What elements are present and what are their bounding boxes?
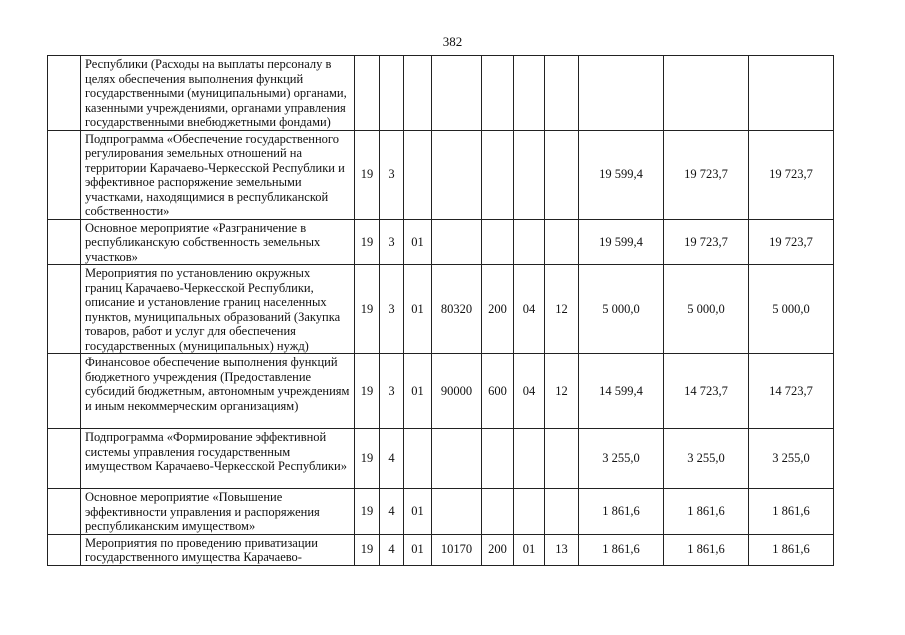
amount-cell: 1 861,6 — [664, 489, 749, 535]
code-cell: 80320 — [432, 265, 482, 354]
code-cell: 3 — [380, 130, 404, 219]
amount-cell: 5 000,0 — [749, 265, 834, 354]
amount-cell — [664, 56, 749, 131]
code-cell — [380, 56, 404, 131]
code-cell — [545, 219, 579, 265]
amount-cell: 5 000,0 — [579, 265, 664, 354]
code-cell: 01 — [404, 265, 432, 354]
code-cell — [482, 56, 514, 131]
row-name: Основное мероприятие «Повышение эффективности управления и распоряжения республиканским имуществом» — [81, 489, 355, 535]
row-name: Мероприятия по проведению приватизации государственного имущества Карачаево- — [81, 534, 355, 565]
budget-table — [47, 55, 834, 566]
code-cell — [514, 130, 545, 219]
table-row — [48, 265, 834, 354]
code-cell: 04 — [514, 265, 545, 354]
amount-cell: 1 861,6 — [579, 489, 664, 535]
number-cell — [48, 265, 81, 354]
amount-cell: 3 255,0 — [664, 429, 749, 489]
amount-cell: 14 723,7 — [749, 354, 834, 429]
row-name: Мероприятия по установлению окружных границ Карачаево-Черкесской Республики, описание и установление границ населенных пунктов, муниципальных образований (Закупка товаров, работ и услуг для обеспечения государственных (муниципальных) нужд) — [81, 265, 355, 354]
amount-cell: 19 599,4 — [579, 130, 664, 219]
amount-cell: 19 723,7 — [749, 130, 834, 219]
code-cell — [404, 130, 432, 219]
code-cell — [404, 56, 432, 131]
code-cell: 4 — [380, 489, 404, 535]
table-row — [48, 56, 834, 131]
amount-cell: 19 723,7 — [664, 219, 749, 265]
code-cell — [432, 429, 482, 489]
code-cell: 19 — [355, 354, 380, 429]
code-cell: 600 — [482, 354, 514, 429]
code-cell: 3 — [380, 354, 404, 429]
code-cell: 01 — [514, 534, 545, 565]
amount-cell: 3 255,0 — [579, 429, 664, 489]
code-cell — [432, 130, 482, 219]
code-cell: 19 — [355, 265, 380, 354]
table-row — [48, 219, 834, 265]
row-name: Подпрограмма «Формирование эффективной системы управления государственным имуществом Карачаево-Черкесской Республики» — [81, 429, 355, 489]
code-cell: 12 — [545, 354, 579, 429]
code-cell: 01 — [404, 219, 432, 265]
table-row — [48, 429, 834, 489]
code-cell — [482, 219, 514, 265]
amount-cell: 14 599,4 — [579, 354, 664, 429]
amount-cell: 5 000,0 — [664, 265, 749, 354]
code-cell: 90000 — [432, 354, 482, 429]
amount-cell: 3 255,0 — [749, 429, 834, 489]
code-cell — [355, 56, 380, 131]
code-cell: 4 — [380, 429, 404, 489]
code-cell — [545, 56, 579, 131]
amount-cell: 1 861,6 — [579, 534, 664, 565]
page-number: 382 — [442, 34, 463, 49]
code-cell — [514, 56, 545, 131]
code-cell — [482, 429, 514, 489]
row-name: Республики (Расходы на выплаты персоналу в целях обеспечения выполнения функций государственными (муниципальными) органами, казенными учреждениями, органами управления государственными внебюджетными фондами) — [81, 56, 355, 131]
amount-cell: 1 861,6 — [749, 534, 834, 565]
code-cell: 12 — [545, 265, 579, 354]
code-cell: 19 — [355, 429, 380, 489]
code-cell: 01 — [404, 534, 432, 565]
amount-cell: 1 861,6 — [749, 489, 834, 535]
code-cell: 19 — [355, 489, 380, 535]
code-cell: 19 — [355, 534, 380, 565]
number-cell — [48, 534, 81, 565]
code-cell: 200 — [482, 265, 514, 354]
code-cell — [545, 489, 579, 535]
amount-cell — [749, 56, 834, 131]
code-cell — [432, 489, 482, 535]
code-cell — [482, 130, 514, 219]
code-cell: 01 — [404, 489, 432, 535]
number-cell — [48, 354, 81, 429]
code-cell: 200 — [482, 534, 514, 565]
table-row — [48, 489, 834, 535]
number-cell — [48, 489, 81, 535]
table-row — [48, 534, 834, 565]
amount-cell: 19 599,4 — [579, 219, 664, 265]
code-cell — [432, 56, 482, 131]
row-name: Финансовое обеспечение выполнения функций бюджетного учреждения (Предоставление субсидий бюджетным, автономным учреждениям и иным некоммерческим организациям) — [81, 354, 355, 429]
code-cell: 19 — [355, 219, 380, 265]
table-row — [48, 354, 834, 429]
code-cell: 04 — [514, 354, 545, 429]
amount-cell: 19 723,7 — [664, 130, 749, 219]
code-cell: 3 — [380, 219, 404, 265]
code-cell — [432, 219, 482, 265]
number-cell — [48, 219, 81, 265]
code-cell: 01 — [404, 354, 432, 429]
number-cell — [48, 56, 81, 131]
amount-cell: 19 723,7 — [749, 219, 834, 265]
code-cell — [514, 489, 545, 535]
code-cell: 10170 — [432, 534, 482, 565]
code-cell — [514, 219, 545, 265]
table-row — [48, 130, 834, 219]
amount-cell: 14 723,7 — [664, 354, 749, 429]
code-cell — [545, 429, 579, 489]
code-cell — [404, 429, 432, 489]
code-cell: 13 — [545, 534, 579, 565]
row-name: Подпрограмма «Обеспечение государственного регулирования земельных отношений на территории Карачаево-Черкесской Республики и эффективное распоряжение земельными участками, находящимися в республиканской собственности» — [81, 130, 355, 219]
code-cell — [482, 489, 514, 535]
number-cell — [48, 429, 81, 489]
number-cell — [48, 130, 81, 219]
code-cell: 4 — [380, 534, 404, 565]
amount-cell — [579, 56, 664, 131]
code-cell: 19 — [355, 130, 380, 219]
code-cell: 3 — [380, 265, 404, 354]
code-cell — [545, 130, 579, 219]
amount-cell: 1 861,6 — [664, 534, 749, 565]
code-cell — [514, 429, 545, 489]
row-name: Основное мероприятие «Разграничение в республиканскую собственность земельных участков» — [81, 219, 355, 265]
